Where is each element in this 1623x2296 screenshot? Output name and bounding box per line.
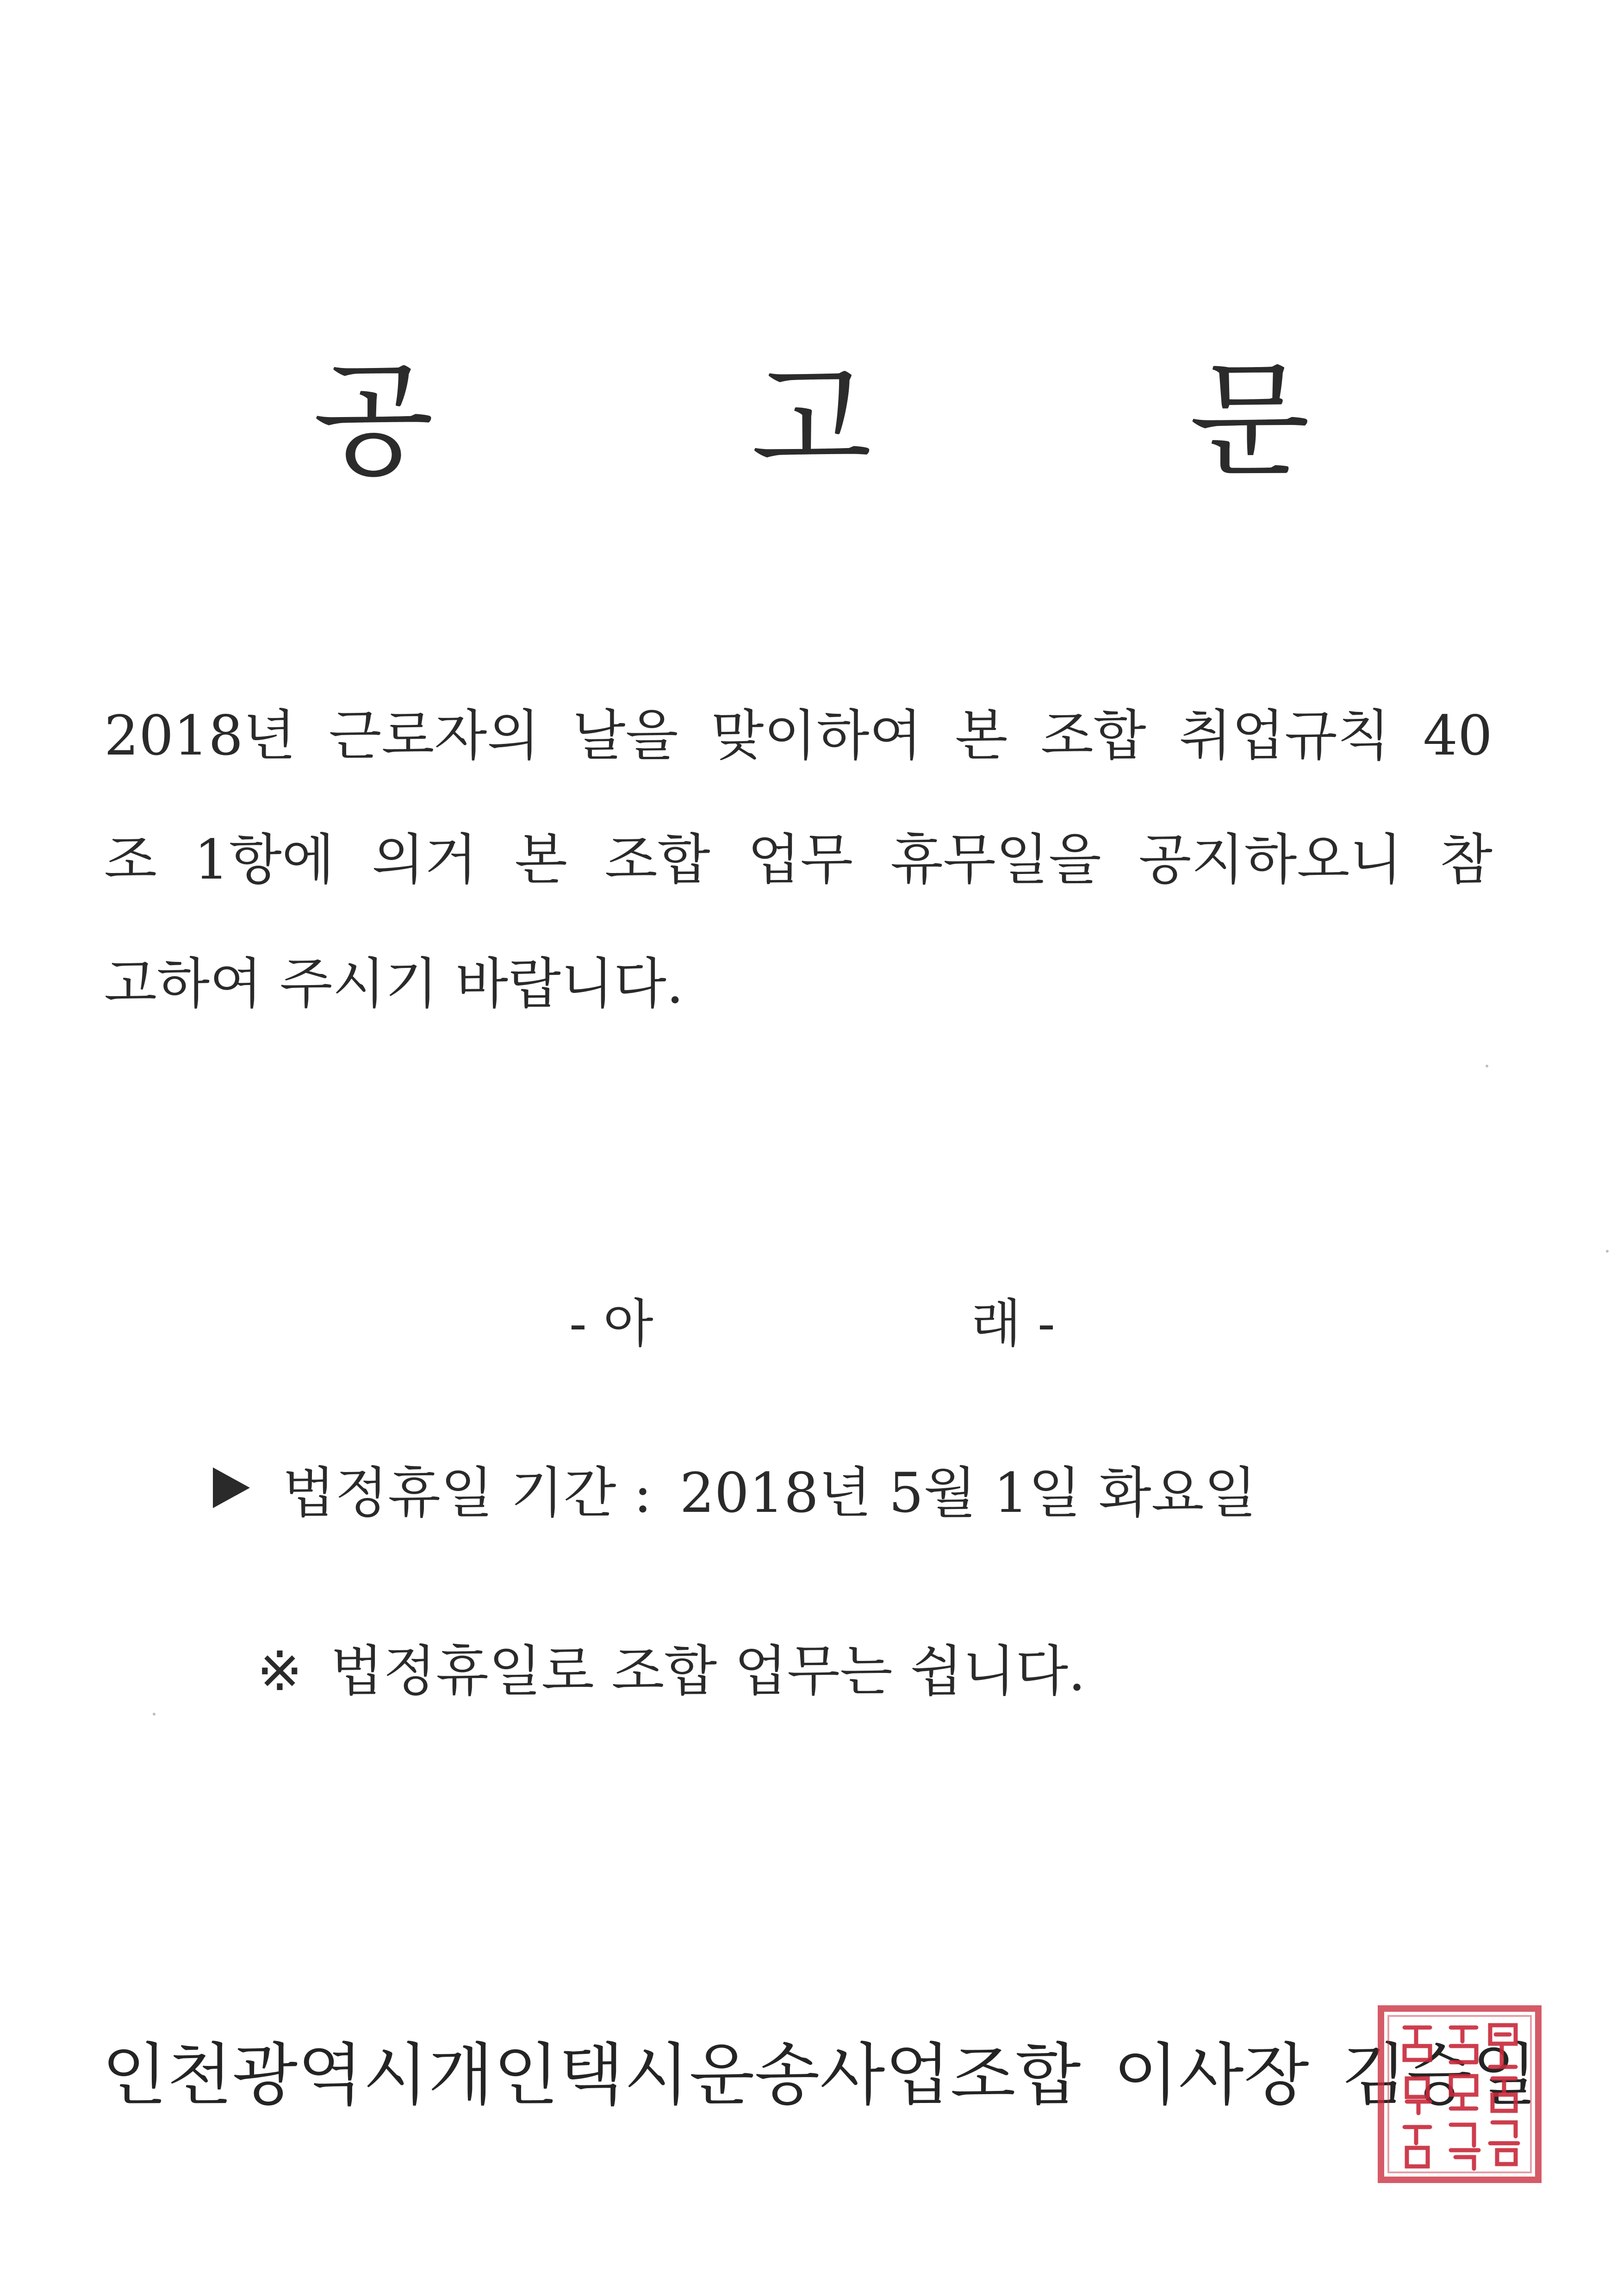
triangle-bullet-icon bbox=[213, 1467, 250, 1508]
holiday-period bbox=[213, 1449, 1257, 1528]
title-char: 고 bbox=[751, 348, 872, 493]
notice-body bbox=[104, 674, 1492, 1046]
scan-speck bbox=[1606, 1250, 1609, 1253]
section-heading-right: 래 - bbox=[971, 1294, 1055, 1354]
body-line: 2018년 근로자의 날을 맞이하여 본 조합 취업규칙 40 bbox=[104, 704, 1492, 767]
reference-mark-icon: ※ bbox=[257, 1639, 303, 1703]
title-char: 공 bbox=[313, 348, 434, 493]
closure-note bbox=[257, 1627, 1086, 1706]
holiday-period-label: 법정휴일 기간 : bbox=[282, 1461, 652, 1525]
section-heading bbox=[569, 1282, 1055, 1357]
document-title bbox=[0, 348, 1623, 493]
section-heading-left: - 아 bbox=[569, 1294, 653, 1354]
body-line: 조 1항에 의거 본 조합 업무 휴무일을 공지하오니 참 bbox=[104, 828, 1492, 892]
title-char: 문 bbox=[1189, 348, 1310, 493]
body-line: 고하여 주시기 바랍니다. bbox=[104, 952, 684, 1016]
signer-name: 김승일 bbox=[1341, 2036, 1537, 2115]
official-seal-icon bbox=[1374, 2002, 1546, 2187]
signer-position: 이사장 bbox=[1113, 2036, 1309, 2115]
closure-note-text: 법정휴일로 조합 업무는 쉽니다. bbox=[330, 1639, 1086, 1703]
scan-speck bbox=[1486, 1065, 1488, 1067]
scan-speck bbox=[153, 1713, 155, 1716]
signature-line bbox=[102, 2021, 1537, 2118]
organization-name: 인천광역시개인택시운송사업조합 bbox=[102, 2036, 1081, 2115]
holiday-period-value: 2018년 5월 1일 화요일 bbox=[679, 1461, 1257, 1525]
